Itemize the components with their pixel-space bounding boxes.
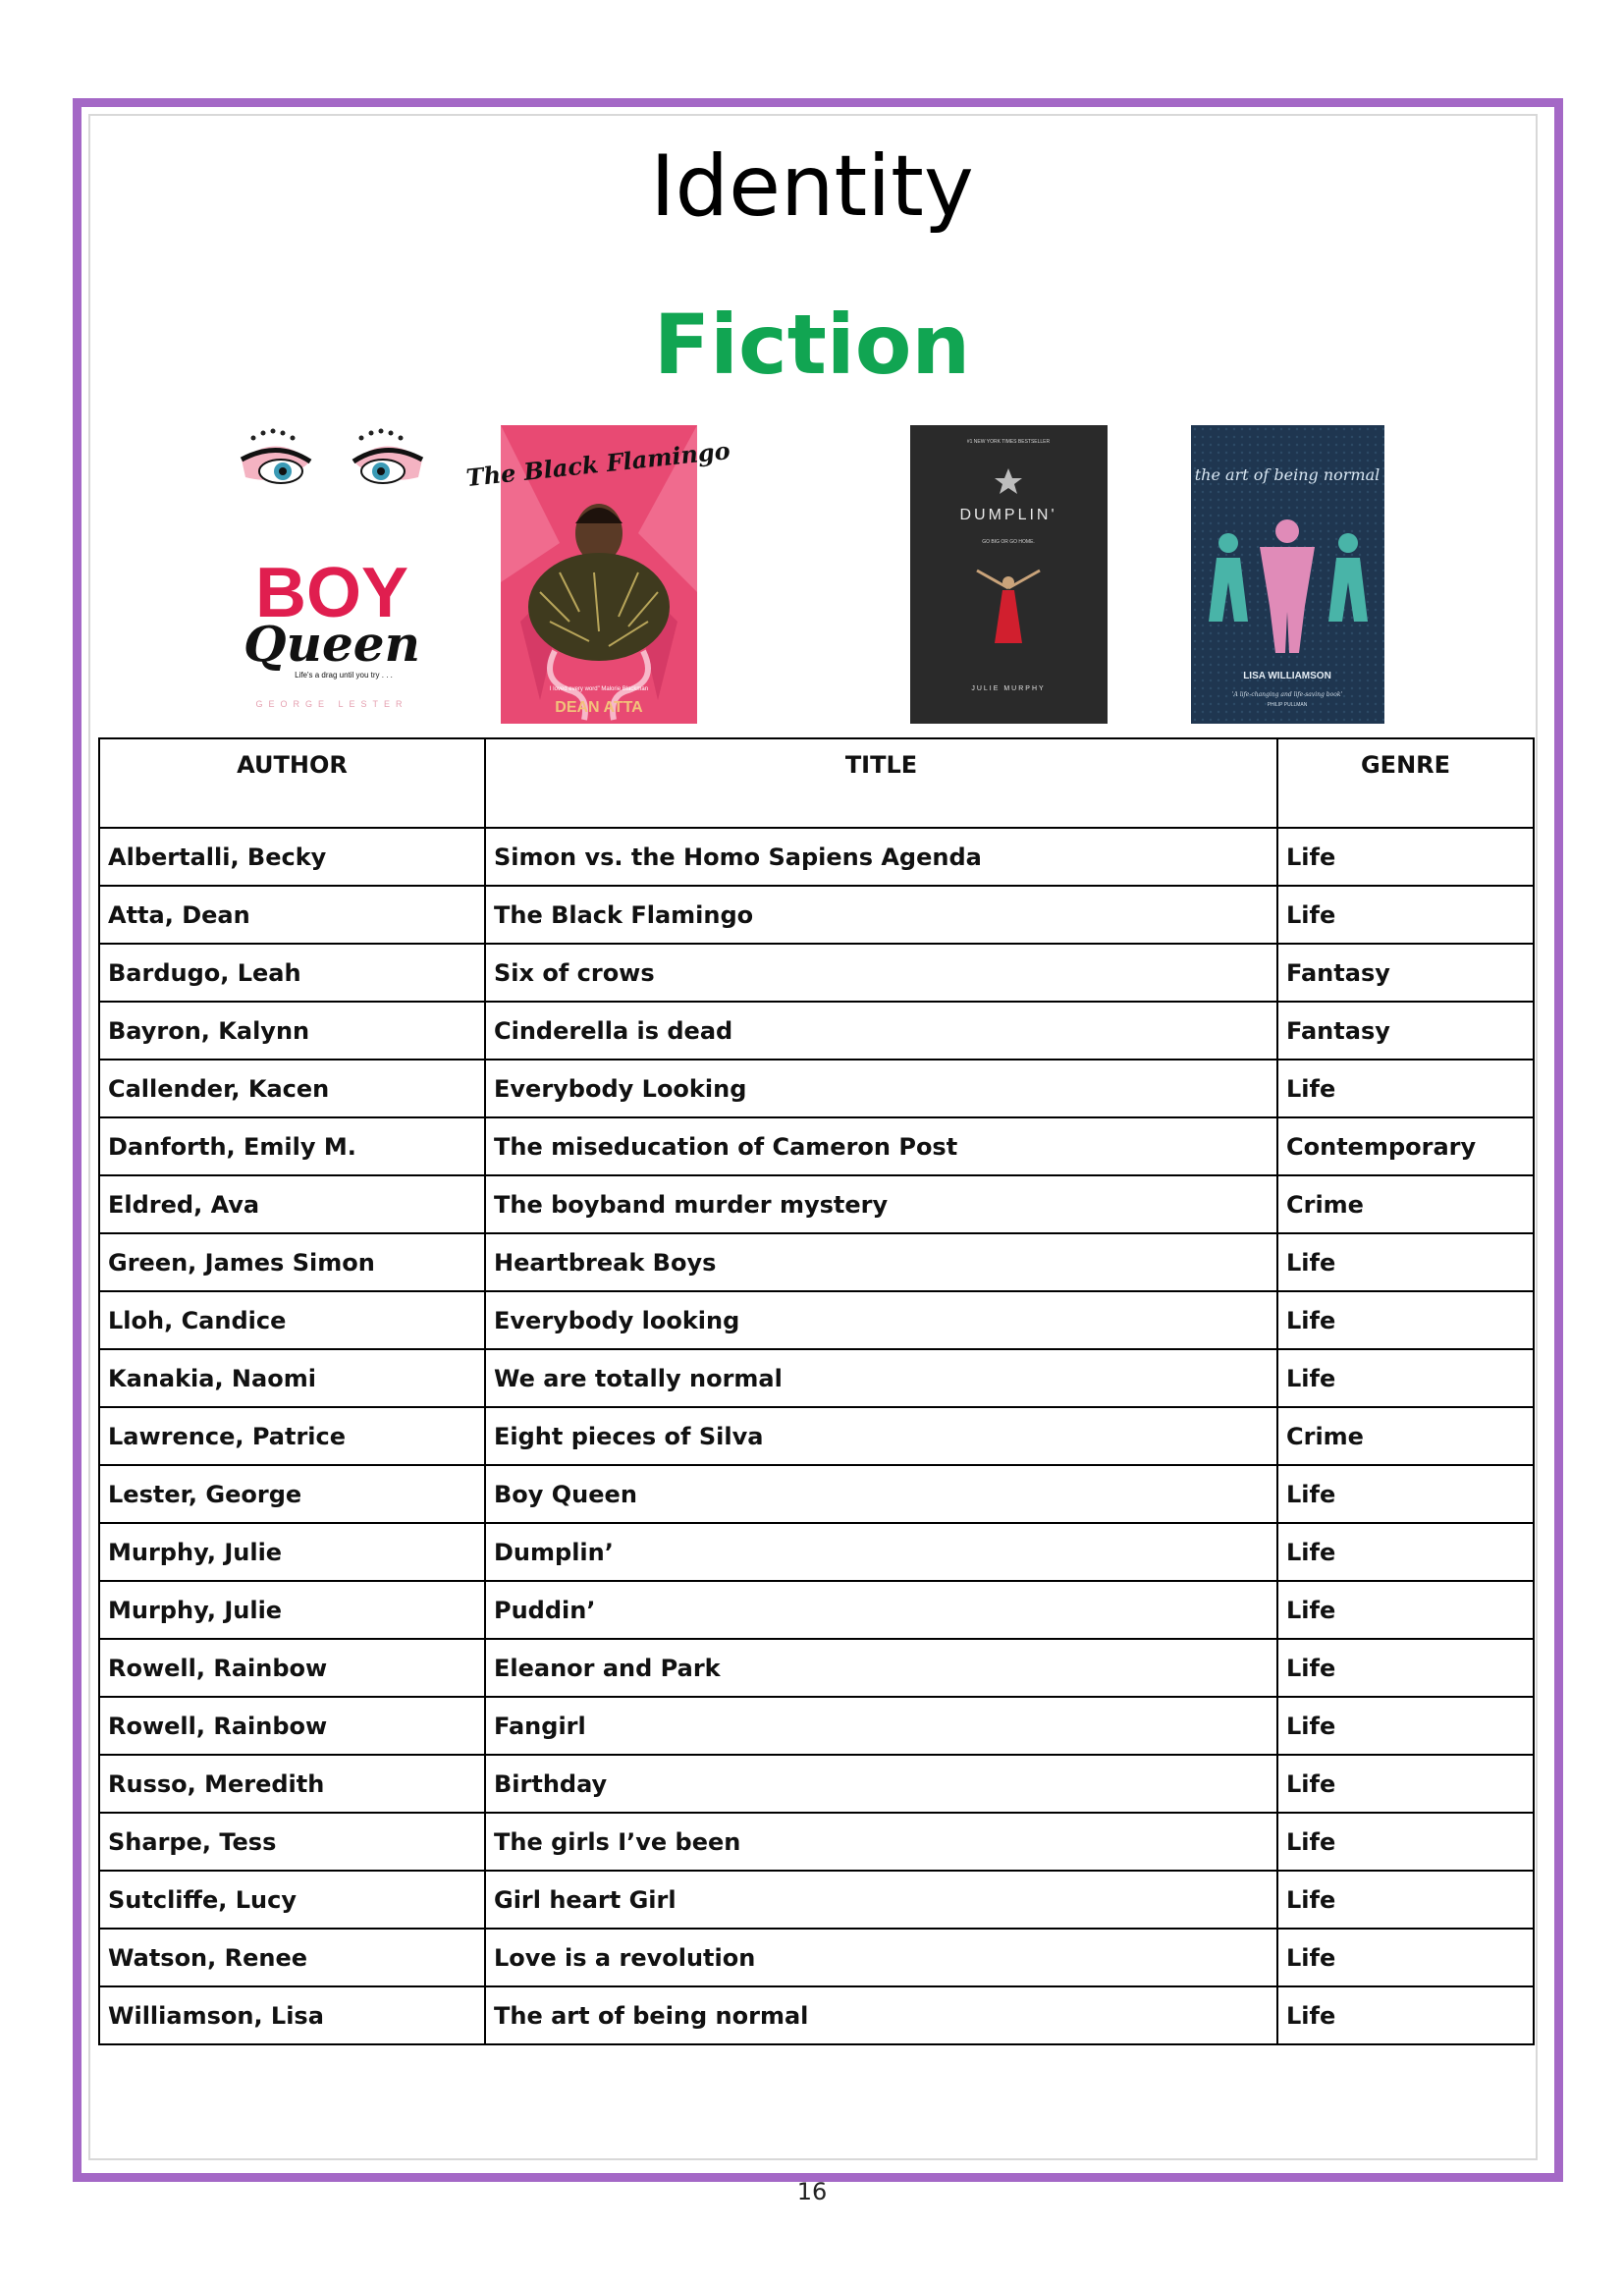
author-cell: Rowell, Rainbow — [99, 1697, 485, 1755]
author-cell: Kanakia, Naomi — [99, 1349, 485, 1407]
genre-cell: Life — [1277, 1060, 1534, 1117]
table-row — [99, 1639, 1534, 1697]
table-row — [99, 1117, 1534, 1175]
header-author: AUTHOR — [99, 738, 485, 828]
book-list-table — [98, 737, 1535, 2045]
author-cell: Bardugo, Leah — [99, 944, 485, 1002]
art-normal-title: the art of being normal — [1194, 465, 1380, 484]
boy-queen-author: GEORGE LESTER — [255, 699, 408, 709]
table-row — [99, 1523, 1534, 1581]
table-row — [99, 1233, 1534, 1291]
author-cell: Watson, Renee — [99, 1929, 485, 1986]
title-cell: The miseducation of Cameron Post — [485, 1117, 1277, 1175]
title-cell: Six of crows — [485, 944, 1277, 1002]
table-row — [99, 1002, 1534, 1060]
author-cell: Rowell, Rainbow — [99, 1639, 485, 1697]
black-flamingo-art — [464, 425, 731, 724]
author-cell: Atta, Dean — [99, 886, 485, 944]
title-cell: Birthday — [485, 1755, 1277, 1813]
page-subtitle: Fiction — [653, 297, 971, 393]
cover-boy-queen — [234, 422, 430, 719]
black-flamingo-title: The Black Flamingo — [464, 436, 731, 493]
title-cell: The boyband murder mystery — [485, 1175, 1277, 1233]
title-cell: Eight pieces of Silva — [485, 1407, 1277, 1465]
table-row — [99, 1060, 1534, 1117]
genre-cell: Life — [1277, 886, 1534, 944]
author-cell: Lawrence, Patrice — [99, 1407, 485, 1465]
author-cell: Murphy, Julie — [99, 1581, 485, 1639]
author-cell: Callender, Kacen — [99, 1060, 485, 1117]
genre-cell: Life — [1277, 1639, 1534, 1697]
dumplin-art — [910, 425, 1108, 724]
title-cell: Girl heart Girl — [485, 1871, 1277, 1929]
genre-cell: Life — [1277, 1349, 1534, 1407]
title-cell: The girls I’ve been — [485, 1813, 1277, 1871]
header-genre: GENRE — [1277, 738, 1534, 828]
cover-art-of-being-normal — [1191, 425, 1384, 724]
genre-cell: Life — [1277, 1697, 1534, 1755]
table-row — [99, 1291, 1534, 1349]
table-row — [99, 1871, 1534, 1929]
title-cell: Everybody looking — [485, 1291, 1277, 1349]
table-header-row — [99, 738, 1534, 828]
genre-cell: Life — [1277, 1581, 1534, 1639]
art-of-being-normal-art — [1191, 425, 1384, 724]
black-flamingo-author: DEAN ATTA — [555, 699, 643, 716]
title-cell: Love is a revolution — [485, 1929, 1277, 1986]
black-flamingo-quote: I loved every word" Malorie Blackman — [549, 686, 649, 692]
title-cell: Everybody Looking — [485, 1060, 1277, 1117]
genre-cell: Life — [1277, 1523, 1534, 1581]
author-cell: Danforth, Emily M. — [99, 1117, 485, 1175]
table-row — [99, 1175, 1534, 1233]
genre-cell: Life — [1277, 1986, 1534, 2044]
author-cell: Eldred, Ava — [99, 1175, 485, 1233]
genre-cell: Life — [1277, 1755, 1534, 1813]
genre-cell: Life — [1277, 1465, 1534, 1523]
title-cell: Eleanor and Park — [485, 1639, 1277, 1697]
table-body — [99, 828, 1534, 2044]
title-cell: The art of being normal — [485, 1986, 1277, 2044]
genre-cell: Life — [1277, 1871, 1534, 1929]
author-cell: Sutcliffe, Lucy — [99, 1871, 485, 1929]
genre-cell: Life — [1277, 1233, 1534, 1291]
genre-cell: Fantasy — [1277, 944, 1534, 1002]
title-cell: We are totally normal — [485, 1349, 1277, 1407]
author-cell: Albertalli, Becky — [99, 828, 485, 886]
genre-cell: Life — [1277, 1813, 1534, 1871]
table-row — [99, 1349, 1534, 1407]
table-row — [99, 1755, 1534, 1813]
title-cell: Dumplin’ — [485, 1523, 1277, 1581]
dumplin-tagline: GO BIG OR GO HOME. — [982, 539, 1035, 545]
genre-cell: Crime — [1277, 1175, 1534, 1233]
boy-queen-title-queen: Queen — [244, 615, 420, 673]
author-cell: Green, James Simon — [99, 1233, 485, 1291]
table-row — [99, 886, 1534, 944]
author-cell: Williamson, Lisa — [99, 1986, 485, 2044]
header-title: TITLE — [485, 738, 1277, 828]
title-cell: Fangirl — [485, 1697, 1277, 1755]
table-row — [99, 1697, 1534, 1755]
genre-cell: Contemporary — [1277, 1117, 1534, 1175]
table-row — [99, 1407, 1534, 1465]
genre-cell: Life — [1277, 828, 1534, 886]
dumplin-title: DUMPLIN' — [959, 507, 1057, 523]
boy-queen-art — [234, 422, 430, 719]
table-row — [99, 1465, 1534, 1523]
table-row — [99, 1986, 1534, 2044]
table-row — [99, 944, 1534, 1002]
dumplin-author: JULIE MURPHY — [971, 685, 1046, 692]
art-normal-quote-by: PHILIP PULLMAN — [1267, 702, 1308, 708]
cover-dumplin — [910, 425, 1108, 724]
table-row — [99, 1929, 1534, 1986]
genre-cell: Life — [1277, 1291, 1534, 1349]
title-cell: Heartbreak Boys — [485, 1233, 1277, 1291]
table-row — [99, 828, 1534, 886]
cover-black-flamingo — [464, 425, 731, 724]
author-cell: Murphy, Julie — [99, 1523, 485, 1581]
author-cell: Sharpe, Tess — [99, 1813, 485, 1871]
title-cell: Simon vs. the Homo Sapiens Agenda — [485, 828, 1277, 886]
art-normal-quote: 'A life-changing and life-saving book' — [1231, 691, 1343, 698]
genre-cell: Fantasy — [1277, 1002, 1534, 1060]
title-cell: Puddin’ — [485, 1581, 1277, 1639]
author-cell: Russo, Meredith — [99, 1755, 485, 1813]
boy-queen-title-boy: BOY — [254, 554, 409, 632]
author-cell: Bayron, Kalynn — [99, 1002, 485, 1060]
table-row — [99, 1581, 1534, 1639]
table-row — [99, 1813, 1534, 1871]
title-cell: Boy Queen — [485, 1465, 1277, 1523]
dumplin-top-line: #1 NEW YORK TIMES BESTSELLER — [966, 439, 1051, 445]
boy-queen-tagline: Life's a drag until you try . . . — [295, 671, 393, 680]
page-number: 16 — [796, 2178, 828, 2205]
author-cell: Lester, George — [99, 1465, 485, 1523]
title-cell: The Black Flamingo — [485, 886, 1277, 944]
genre-cell: Crime — [1277, 1407, 1534, 1465]
genre-cell: Life — [1277, 1929, 1534, 1986]
author-cell: Lloh, Candice — [99, 1291, 485, 1349]
title-cell: Cinderella is dead — [485, 1002, 1277, 1060]
page-title: Identity — [650, 137, 974, 236]
art-normal-author: LISA WILLIAMSON — [1243, 671, 1331, 681]
